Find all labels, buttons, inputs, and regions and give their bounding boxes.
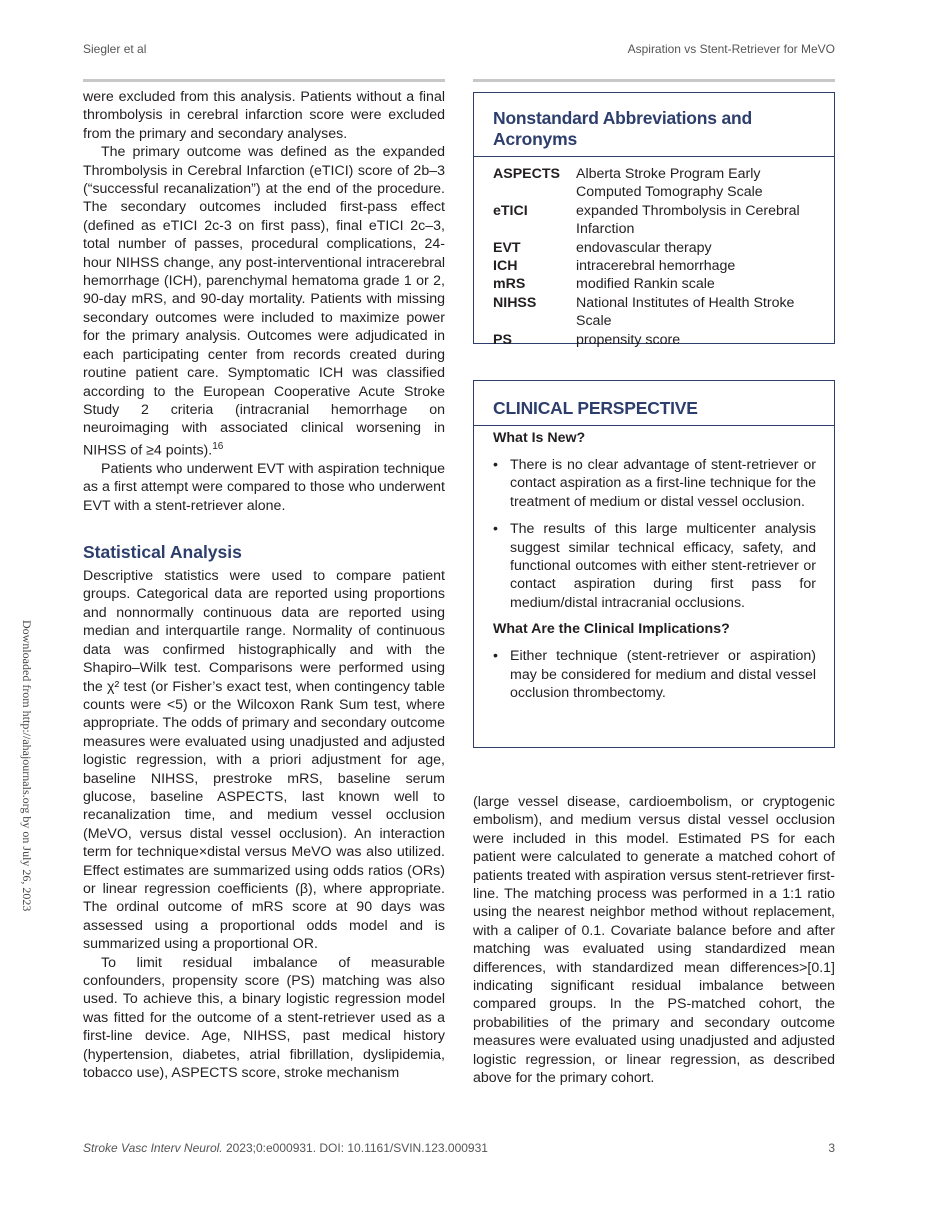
running-header-title: Aspiration vs Stent-Retriever for MeVO [627,42,835,56]
abbreviation-term: eTICI [493,202,528,219]
bullet-icon: • [493,648,498,665]
journal-name: Stroke Vasc Interv Neurol. [83,1141,223,1155]
citation-text: 2023;0:e000931. DOI: 10.1161/SVIN.123.000931 [222,1141,488,1155]
clinical-implications-heading: What Are the Clinical Implications? [493,621,730,638]
abbreviation-term: PS [493,331,512,348]
abbreviation-definition: National Institutes of Health Stroke Scale [576,294,795,330]
abbreviation-term: mRS [493,276,526,293]
bullet-item [493,520,816,612]
abbreviations-list [474,157,834,349]
abbreviation-term: NIHSS [493,294,537,311]
abbreviations-box [473,92,835,348]
paragraph: Patients who underwent EVT with aspiration technique as a first attempt were compared to those who underwent EVT with a stent-retriever alone. [83,460,445,514]
bullet-icon: • [493,457,498,473]
abbreviation-row [493,294,818,331]
clinical-implications-list [493,647,816,702]
right-column [473,793,835,1088]
abbreviation-row [493,202,818,239]
bullet-text: Either technique (stent-retriever or aspiration) may be considered for medium and distal vessel occlusion thrombectomy. [510,648,816,702]
abbreviation-definition: endovascular therapy [576,239,712,256]
paragraph: Descriptive statistics were used to compare patient groups. Categorical data are reported using proportions and nonnormally continuous data are reported using median and interquartile range. Normality of continuous data was confirmed histographically and with the Shapiro–Wilk test. Comparisons were performed using the χ² test (or Fisher’s exact test, when contingency table counts were <5) or the Wilcoxon Rank Sum test, where appropriate. The odds of primary and secondary outcome measures were evaluated using unadjusted and adjusted logistic regression, with a priori adjustment for age, baseline NIHSS, prestroke mRS, baseline serum glucose, baseline ASPECTS, last known well to recanalization time, and medium vessel occlusion (MeVO, versus distal vessel occlusion). An interaction term for technique×distal versus MeVO was also utilized. Effect estimates are summarized using odds ratios (ORs) or linear regression coefficients (β), where appropriate. The ordinal outcome of mRS score at 90 days was assessed using a proportional odds model and is summarized using a proportional OR. [83,568,445,953]
left-column-rule [83,79,445,82]
paragraph: To limit residual imbalance of measurable confounders, propensity score (PS) matching was also used. To achieve this, a binary logistic regression model was fitted for the outcome of a stent-retriever used as a first-line device. Age, NIHSS, past medical history (hypertension, diabetes, atrial fibrillation, dyslipidemia, tobacco use), ASPECTS score, stroke mechanism [83,954,445,1082]
footer-citation [83,1141,488,1155]
clinical-perspective-title: CLINICAL PERSPECTIVE [493,398,698,418]
paragraph: were excluded from this analysis. Patients without a final thrombolysis in cerebral infarction score were excluded from the primary and secondary analyses. [83,89,445,142]
paragraph-text: The primary outcome was defined as the expanded Thrombolysis in Cerebral Infarction (eTICI) score of 2b–3 (“successful recanalization”) at the end of the procedure. The secondary outcomes included first-pass effect (defined as eTICI 2c-3 on first pass), final eTICI 2c–3, total number of passes, procedural complications, 24-hour NIHSS change, any post-interventional intracerebral hemorrhage (ICH), parenchymal hematoma grade 1 or 2, 90-day mRS, and 90-day mortality. Patients with missing secondary outcomes were included to maximize power for the primary analysis. Outcomes were adjudicated in each participating center from records created during routine patient care. Symptomatic ICH was classified according to the European Cooperative Acute Stroke Study 2 criteria (intracranial hemorrhage on neuroimaging with associated clinical worsening in NIHSS of ≥4 points). [83,144,445,459]
paragraph: (large vessel disease, cardioembolism, or cryptogenic embolism), and medium versus distal vessel occlusion were included in this model. Estimated PS for each patient were calculated to generate a matched cohort of patients treated with aspiration versus stent-retriever first-line. The matching process was performed in a 1:1 ratio using the nearest neighbor method without replacement, with a caliper of 0.1. Covariate balance before and after matching was evaluated using standardized mean differences, with standardized mean differences>[0.1] indicating significant residual imbalance between compared groups. In the PS-matched cohort, the probabilities of the primary and secondary outcome measures were evaluated using unadjusted and adjusted logistic regression, or linear regression, as described above for the primary cohort. [473,794,835,1087]
abbreviation-definition: Alberta Stroke Program Early Computed Tomography Scale [576,166,763,201]
bullet-text: The results of this large multicenter analysis suggest similar technical efficacy, safety, and functional outcomes with either stent-retriever or contact aspiration during first pass for medium/distal intracranial occlusions. [510,521,816,611]
running-header-authors: Siegler et al [83,42,147,56]
right-column-rule [473,79,835,82]
clinical-perspective-box [473,380,835,748]
bullet-icon: • [493,521,498,538]
abbreviation-term: ICH [493,258,518,275]
bullet-text: There is no clear advantage of stent-retriever or contact aspiration as a first-line technique for the treatment of medium or distal vessel occlusion. [510,457,816,510]
abbreviation-row [493,331,818,349]
what-is-new-list [493,456,816,612]
left-column [83,88,445,1082]
download-sidebar-text: Downloaded from http://ahajournals.org by on July 26, 2023 [20,620,34,912]
reference-superscript: 16 [212,440,224,452]
paragraph-outcomes [83,143,445,460]
abbreviations-title: Nonstandard Abbreviations and Acronyms [493,108,752,149]
abbreviation-definition: intracerebral hemorrhage [576,258,736,275]
abbreviation-term: ASPECTS [493,166,561,182]
page-number: 3 [828,1141,835,1155]
section-heading: Statistical Analysis [83,542,242,563]
abbreviation-term: EVT [493,239,521,256]
abbreviation-row [493,275,818,293]
abbreviation-definition: propensity score [576,331,681,348]
abbreviation-row [493,239,818,257]
bullet-item [493,456,816,511]
bullet-item [493,647,816,702]
abbreviation-row [493,257,818,275]
what-is-new-heading: What Is New? [493,430,586,446]
abbreviation-definition: modified Rankin scale [576,276,715,293]
abbreviation-definition: expanded Thrombolysis in Cerebral Infarction [576,202,800,238]
abbreviation-row [493,165,818,202]
